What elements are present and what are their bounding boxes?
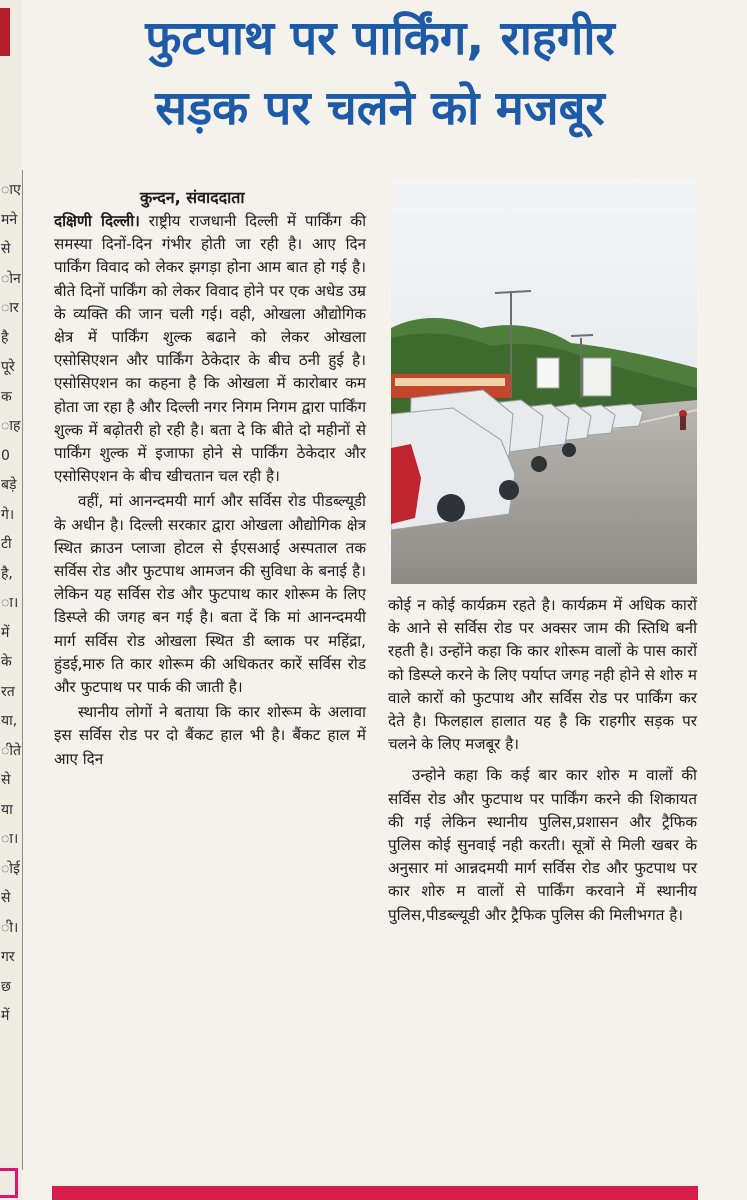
edge-text-fragment: ार: [1, 300, 19, 316]
article-column-1: [54, 210, 366, 771]
edge-text-fragment: है: [1, 329, 9, 346]
paragraph: स्थानीय लोगों ने बताया कि कार शोरूम के अलावा इस सर्विस रोड पर दो बैंकट हाल भी है। बैंकट हाल में आए दिन: [54, 703, 366, 768]
edge-text-fragment: ाए: [1, 182, 21, 198]
edge-text-fragment: मने: [1, 211, 18, 228]
edge-text-fragment: से: [1, 772, 11, 788]
headline-line-1: फुटपाथ पर पार्किंग, राहगीर: [145, 11, 615, 66]
paragraph: कोई न कोई कार्यक्रम रहते है। कार्यक्रम में अधिक कारों के आने से सर्विस रोड पर अक्सर जाम की स्तिथि बनी रहती है। उन्होंने कहा कि कार शोरूम वालों के पास कारों को डिस्प्ले करने के लिए पर्याप्त जगह नही होने से शोरु म वाले कारों को फुटपाथ और सर्विस रोड पर पार्किंग कर देते है। फिलहाल हालात यह है कि राहगीर सड़क पर चलने के लिए मजबूर है।: [388, 596, 697, 754]
edge-text-fragment: है,: [1, 565, 13, 582]
edge-text-fragment: ीते: [1, 742, 21, 759]
edge-text-fragment: ोई: [1, 860, 20, 877]
article-column-2: [388, 594, 697, 927]
paragraph: [54, 210, 366, 488]
edge-text-fragment: टी: [1, 536, 12, 552]
edge-text-fragment: में: [1, 624, 10, 641]
edge-text-fragment: ा।: [1, 595, 19, 611]
dateline: दक्षिणी दिल्ली।: [54, 212, 140, 230]
edge-text-fragment: के: [1, 654, 12, 670]
column-divider: [22, 170, 23, 1170]
adjacent-article-edge: [0, 0, 22, 1200]
next-article-banner: [52, 1186, 698, 1200]
edge-text-fragment: से: [1, 241, 11, 257]
edge-text-fragment: या,: [1, 713, 18, 729]
edge-text-fragment: से: [1, 890, 11, 906]
edge-text-fragment: या: [1, 801, 13, 818]
edge-text-fragment: रत: [1, 683, 15, 700]
edge-text-fragment: ोन: [1, 270, 21, 287]
edge-text-fragment: ी।: [1, 919, 19, 936]
edge-text-fragment: ा।: [1, 831, 19, 847]
adjacent-box-corner: [0, 1168, 18, 1198]
paragraph: उन्होने कहा कि कई बार कार शोरु म वालों की सर्विस रोड और फुटपाथ पर पार्किंग करने की शिकायत की गई लेकिन स्थानीय पुलिस,प्रशासन और ट्रैफिक पुलिस कोई सुनवाई नही करती। सूत्रों से मिली खबर के अनुसार मां आन्नदमयी मार्ग सर्विस रोड और फुटपाथ पर कार शोरु म वालों से पार्किंग करवाने में स्थानीय पुलिस,पीडब्ल्यूडी और ट्रैफिक पुलिस की मिलीभगत है।: [388, 766, 697, 924]
photo-illustration: [391, 178, 697, 584]
edge-text-fragment: बड़े: [1, 477, 17, 493]
adjacent-headline-mark: [0, 8, 10, 56]
news-photo-parked-cars: [391, 178, 697, 584]
edge-text-fragment: ाह: [1, 418, 21, 434]
edge-text-fragment: गे।: [1, 506, 15, 523]
edge-text-fragment: गर: [1, 949, 15, 965]
byline: कुन्दन, संवाददाता: [140, 188, 245, 207]
paragraph: वहीं, मां आनन्दमयी मार्ग और सर्विस रोड पीडब्ल्यूडी के अधीन है। दिल्ली सरकार द्वारा ओखला औद्योगिक क्षेत्र स्थित क्राउन प्लाजा होटल से ईएसआई अस्पताल तक सर्विस रोड और फुटपाथ आमजन की सुविधा के बनाई है। लेकिन यह सर्विस रोड और फुटपाथ कार शोरूम के लिए डिस्प्ले की जगह बन गई है। बता दें कि मां आनन्दमयी मार्ग सर्विस रोड ओखला स्थित डी ब्लाक पर महिंद्रा, हुंडई,मारु ति कार शोरूम की अधिकतर कारें सर्विस रोड और फुटपाथ पर पार्क की जाती है।: [54, 492, 366, 697]
edge-text-fragment: 0: [1, 447, 10, 464]
article-headline: [40, 4, 720, 144]
edge-text-fragment: छ: [1, 978, 11, 995]
edge-text-fragment: में: [1, 1008, 10, 1024]
headline-line-2: सड़क पर चलने को मजबूर: [155, 81, 605, 136]
paragraph-text: राष्ट्रीय राजधानी दिल्ली में पार्किंग की समस्या दिनों-दिन गंभीर होती जा रही है। आए दिन पार्किंग विवाद को लेकर झगड़ा होना आम बात हो गई है। बीते दिनों पार्किंग को लेकर विवाद होने पर एक अधेड उम्र के व्यक्ति की जान चली गई। वही, ओखला औद्योगिक क्षेत्र में पार्किंग शुल्क बढाने को लेकर ओखला एसोसिएशन और पार्किंग ठेकेदार के बीच ठनी हुई है। एसोसिएशन का कहना है कि ओखला में कारोबार कम होता जा रहा है और दिल्ली नगर निगम निगम द्वारा पार्किंग शुल्क में बढ़ोतरी हो रही है। बता दे कि बीते दो महीनों से पार्किंग शुल्क में इजाफा होने से पार्किंग ठेकेदार और एसोसिएशन के बीच खीचतान चल रही है।: [54, 212, 366, 486]
edge-text-fragment: पूरे: [1, 359, 15, 375]
edge-text-fragment: क: [1, 388, 12, 405]
